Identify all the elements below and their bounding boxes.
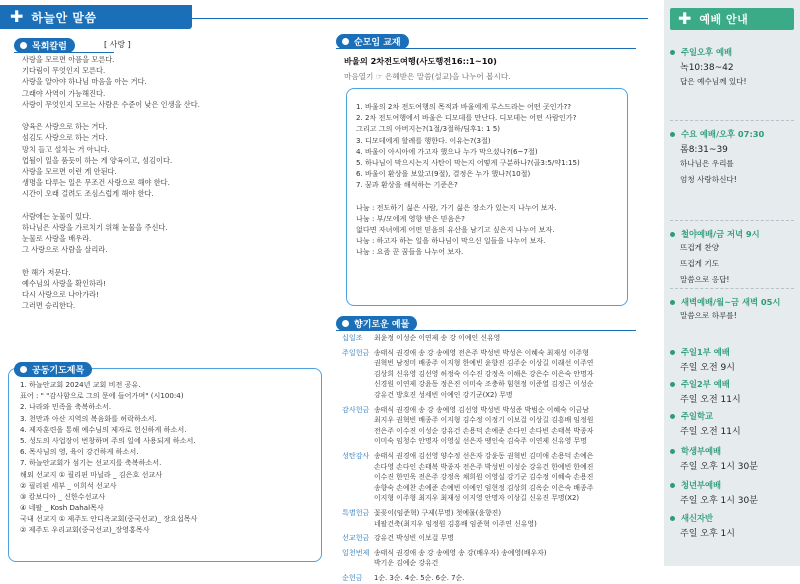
meditation-tag-line	[14, 52, 114, 53]
header-rule	[192, 18, 648, 19]
offering-name-line: 손다영 손다인 손태복 박종자 전은주 박성빈 이성순 강유건 한예빈 한예진	[374, 462, 594, 471]
schedule-item-detail: 녹10:38~42	[680, 63, 734, 73]
schedule-item-detail: 주일 오후 1시 30분	[680, 496, 758, 506]
group-question-line: 나눔 : 전도하기 싫은 사람, 가기 싫은 장소가 있는지 나누어 보자.	[356, 202, 557, 212]
offering-name-line: 강유건 박성빈 이보걸 무명	[374, 534, 454, 543]
tag-dot-icon	[20, 42, 27, 49]
group-question-line: 없다면 자녀에게 어떤 믿음의 유산을 남기고 싶은지 나누어 보자.	[356, 225, 555, 235]
schedule-item-title	[670, 46, 732, 58]
plus-icon: ✚	[10, 7, 24, 26]
schedule-item-title	[670, 296, 780, 308]
schedule-item-title	[670, 378, 730, 390]
group-intro: 마음열기 ☞ 은혜받은 말씀(설교)을 나누어 봅시다.	[344, 72, 511, 81]
prayer-line: 4. 제자훈련을 통해 예수님의 제자로 헌신하게 하소서.	[20, 424, 187, 434]
meditation-line: 사람에는 눈물이 있다.	[22, 211, 92, 221]
tag-dot-icon	[342, 320, 349, 327]
prayer-line: 7. 하늘안교회가 섬기는 선교지를 축복하소서.	[20, 458, 162, 468]
meditation-line: 사랑을 알아야 하나님 마음을 아는 거다.	[22, 77, 147, 87]
schedule-item-title	[670, 410, 713, 422]
offering-names	[374, 573, 464, 584]
offering-name-line: 송태식 권경애 송 강 송예영 송 강(배우자) 송예영(배우자)	[374, 548, 547, 557]
prayer-line: ④ 네팔 _ Kosh Dahal목사	[20, 503, 104, 513]
bullet-icon	[670, 449, 675, 454]
offering-label: 주일헌금	[342, 347, 370, 357]
offerings-tag-line	[336, 330, 636, 331]
schedule-divider	[670, 288, 794, 289]
main-header-title: 하늘안 말씀	[31, 10, 97, 25]
schedule-item-detail: 주일 오전 9시	[680, 363, 735, 373]
group-question-line: 7. 꿈과 환상을 해석하는 기준은?	[356, 180, 458, 190]
schedule-item-detail: 답은 예수님께 있다!	[680, 77, 747, 86]
prayer-tag	[14, 362, 92, 377]
schedule-item-detail: 뜨겁게 찬양	[680, 243, 720, 252]
offering-name-line: 김상희 신유영 김선영 허정숙 이수진 강정옥 이해은 강은수 이은숙 안명자	[374, 369, 594, 378]
prayer-line: 6. 목사님의 영, 육이 강건하게 하소서.	[20, 447, 139, 457]
schedule-item-label: 학생부예배	[681, 446, 722, 456]
offering-name-line: 전은주 이수진 이성순 강유건 손용덕 손예준 손다인 손다빈 손태복 박종자	[374, 426, 594, 435]
meditation-line	[22, 110, 200, 121]
schedule-item-label: 새벽예배/월~금 새벽 05시	[681, 297, 781, 307]
schedule-item-title	[670, 128, 764, 140]
offering-label: 감사헌금	[342, 404, 370, 414]
prayer-tag-label: 공동기도제목	[32, 366, 85, 376]
group-tag-line	[336, 48, 636, 49]
schedule-divider	[670, 120, 794, 121]
prayer-line: 표어 : " "감사함으로 그의 문에 들어가며" (시100:4)	[20, 391, 184, 401]
meditation-tag	[14, 38, 75, 53]
bullet-icon	[670, 483, 675, 488]
schedule-item-label: 주일학교	[681, 411, 714, 421]
offering-names	[374, 533, 454, 544]
offering-names	[374, 548, 547, 569]
group-question-line: 3. 디모데에게 할례를 행한다. 이유는?(3절)	[356, 135, 491, 145]
schedule-item-detail: 주일 오후 1시 30분	[680, 462, 758, 472]
offering-name-line: 꽃꽂이(임준혁) 구제(무명) 첫예물(윤향진)	[374, 509, 502, 517]
group-question-line: 나눔 : 하고자 하는 일을 하나님이 막으신 일들을 나누어 보자.	[356, 236, 546, 246]
schedule-item-title	[670, 228, 760, 240]
group-question-line: 4. 바울이 아시아에 가고자 했으나 누가 막으셨나?(6~7절)	[356, 146, 538, 156]
offering-name-line: 이지형 이주형 최지우 최재성 이지영 안명자 이상길 신유진 무명(X2)	[374, 494, 580, 503]
offering-name-line: 송태식 권경애 김선영 양수정 선은자 강윤동 권혁빈 김미애 손용덕 손예은	[374, 452, 594, 460]
offering-name-line: 최지우 권혁빈 배종주 이지형 김수정 이정기 이보걸 이상길 김흥배 임정원	[374, 416, 594, 425]
meditation-line: 다시 사랑으로 나아가라!	[22, 289, 99, 299]
meditation-line: 사랑을 모르면 아픔을 모른다.	[22, 55, 115, 64]
meditation-line: 눈물로 사랑을 배우라.	[22, 234, 92, 243]
offering-name-line: 신경원 이연제 강윤동 정은진 이미숙 조충하 힘현정 이준열 김정근 이성순	[374, 380, 594, 389]
offering-label: 일천번제	[342, 547, 370, 557]
bullet-icon	[670, 300, 675, 305]
offering-label: 순헌금	[342, 573, 363, 582]
prayer-line: 1. 하늘안교회 2024년 교회 비전 공유.	[20, 380, 141, 389]
group-question-line: 5. 하나님이 막으시는지 사탄이 막는지 어떻게 구분하나?(골3:5/약1:15)	[356, 157, 580, 167]
prayer-line: 2. 나라와 민족을 축복하소서.	[20, 402, 112, 412]
meditation-line: 업될이 일을 품듯이 하는 게 양육이고, 섬김이다.	[22, 155, 173, 165]
schedule-item-detail: 주일 오전 11시	[680, 395, 741, 405]
offering-name-line: 네팔건축(최지우 임정원 김흥배 임준혁 이주연 신유영)	[374, 519, 537, 528]
meditation-line: 시간이 오래 걸려도 조심스럽게 해야 한다.	[22, 189, 154, 199]
meditation-line: 기다림이 무엇인지 모른다.	[22, 66, 106, 76]
offering-name-line: 송태식 권경애 송 강 송예영 전은주 박성빈 박성은 이혜숙 최재성 이주형	[374, 348, 589, 357]
offering-names	[374, 508, 537, 529]
meditation-line: 그래야 사역이 가능해진다.	[22, 88, 106, 98]
prayer-line: 해외 선교지 ① 필리핀 마닐라 _ 김은호 선교사	[20, 469, 163, 479]
offering-name-line: 강유건 방호진 성세빈 이예인 강기군(X2) 무명	[374, 390, 513, 399]
tag-dot-icon	[20, 366, 27, 373]
meditation-line: 망치 들고 설치는 거 아니다.	[22, 144, 110, 154]
offering-names	[374, 405, 593, 447]
meditation-line: 그러면 승리한다.	[22, 301, 76, 311]
offering-name-line: 송태식 권경애 송 강 송예영 김선영 박성빈 박성준 박범순 이혜숙 이금남	[374, 405, 589, 414]
meditation-line: 예수님의 사랑을 확인하라!	[22, 278, 106, 288]
prayer-line: 5. 성도의 사업장이 번창하며 주의 일에 사용되게 하소서.	[20, 435, 196, 445]
schedule-item-detail: 주일 오전 11시	[680, 427, 741, 437]
schedule-item-label: 주일1부 예배	[681, 347, 730, 357]
meditation-line: 하나님은 사랑을 가르치기 위해 눈물을 주신다.	[22, 222, 168, 232]
group-question-line	[356, 190, 580, 201]
prayer-body	[20, 380, 197, 537]
prayer-line: 국내 선교지 ① 제주도 안디옥교회(중국선교)_ 장요섭목사	[20, 514, 198, 524]
schedule-item-title	[670, 445, 721, 457]
prayer-line: 3. 천만과 아산 지역의 복음화를 허락하소서.	[20, 413, 157, 423]
meditation-line: 그 사랑으로 사람을 살리라.	[22, 245, 108, 255]
offering-name-line: 이수진 한민욱 전은주 강정옥 채희원 이영실 강기군 김수정 이혜숙 손용진	[374, 473, 594, 482]
schedule-item-label: 새신자반	[681, 513, 714, 523]
schedule-item-label: 철야예배/금 저녁 9시	[681, 229, 760, 239]
group-question-line: 1. 바울의 2차 전도여행의 목적과 바울에게 루스드라는 어떤 곳인가??	[356, 102, 572, 111]
schedule-item-label: 주일오후 예배	[681, 47, 732, 57]
group-question-line: 6. 바울이 환상을 보았고(9절), 결정은 누가 했나?(10절)	[356, 169, 531, 179]
schedule-item-label: 청년부예배	[681, 480, 722, 490]
bullet-icon	[670, 132, 675, 137]
schedule-item-detail: 엄청 사랑하신다!	[680, 175, 737, 184]
meditation-body	[22, 54, 200, 311]
prayer-line: ③ 캄보디아 _ 신한수선교사	[20, 491, 106, 501]
offering-name-line: 최윤정 이성순 이연제 송 강 이예인 신유영	[374, 334, 501, 342]
meditation-subtitle: [ 사랑 ]	[104, 40, 131, 49]
meditation-line: 생명을 다루는 일은 무조건 사랑으로 해야 한다.	[22, 178, 170, 188]
offering-name-line: 박기운 김예순 강유건	[374, 559, 439, 568]
schedule-item-label: 주일2부 예배	[681, 379, 730, 389]
offering-name-line: 1순. 3순. 4순. 5순. 6순. 7순.	[374, 574, 465, 582]
group-tag	[336, 34, 409, 49]
schedule-item-detail: 주일 오후 1시	[680, 529, 735, 539]
meditation-line: 양육은 사랑으로 하는 거다.	[22, 122, 108, 132]
schedule-item-detail: 롬8:31~39	[680, 145, 728, 155]
offering-name-line: 이미숙 임청수 안명자 이영실 선은자 땡인숙 김숙주 이연제 신유영 무명	[374, 437, 587, 446]
prayer-line: ② 제주도 우리교회(중국선교)_장영홍목사	[20, 525, 150, 535]
schedule-item-detail: 말씀으로 응답!	[680, 275, 730, 284]
offering-label: 선교헌금	[342, 533, 370, 543]
bullet-icon	[670, 232, 675, 237]
offering-names	[374, 333, 500, 344]
offering-label: 성탄감사	[342, 451, 370, 460]
meditation-line: 한 해가 저문다.	[22, 267, 71, 277]
offering-names	[374, 348, 593, 401]
offerings-tag-label: 향기로운 예물	[354, 320, 410, 330]
schedule-item-title	[670, 479, 721, 491]
meditation-line	[22, 255, 200, 266]
group-questions	[356, 100, 580, 257]
schedule-item-label: 수요 예배/오후 07:30	[681, 129, 765, 139]
group-question-line: 나눔 : 요즘 꾼 꿈들을 나누어 보자.	[356, 247, 464, 257]
offering-names	[374, 451, 593, 504]
meditation-line: 사랑을 모르면 이런 게 안된다.	[22, 166, 117, 176]
bullet-icon	[670, 50, 675, 55]
schedule-header-title: 예배 안내	[699, 13, 749, 26]
meditation-line	[22, 199, 200, 210]
plus-icon: ✚	[678, 9, 692, 28]
offering-label: 십일조	[342, 333, 363, 342]
schedule-item-title	[670, 512, 713, 524]
main-header	[0, 5, 192, 29]
meditation-line: 섬김도 사랑으로 하는 거다.	[22, 133, 108, 143]
group-tag-label: 순모임 교재	[354, 38, 401, 48]
bullet-icon	[670, 414, 675, 419]
offering-name-line: 권혁빈 남정미 배종주 이지형 한예빈 윤향진 김주순 이상길 이래선 이주연	[374, 359, 594, 368]
schedule-item-detail: 말씀으로 하루를!	[680, 311, 737, 320]
group-question-line: 2. 2차 전도여행에서 바울은 디모데를 만난다. 디모데는 어떤 사람인가?	[356, 113, 577, 123]
schedule-divider	[670, 220, 794, 221]
group-question-line: 나눔 : 부/모에게 영향 받은 믿음은?	[356, 213, 465, 223]
group-question-line: 그리고 그의 아버지는?(1절/3절하/딤후1: 1 5)	[356, 124, 500, 134]
offering-name-line: 송향숙 손예찬 손예준 손예빈 이예인 임현정 김상희 김옥순 이은숙 배종주	[374, 483, 594, 492]
schedule-header	[670, 8, 794, 30]
schedule-item-title	[670, 346, 730, 358]
bullet-icon	[670, 382, 675, 387]
tag-dot-icon	[342, 38, 349, 45]
bullet-icon	[670, 350, 675, 355]
meditation-tag-label: 목회칼럼	[32, 42, 67, 52]
group-title: 바울의 2차전도여행(사도행전16::1~10)	[344, 56, 497, 66]
offering-label: 특별헌금	[342, 508, 370, 517]
meditation-line: 사랑이 무엇인지 모르는 사람은 수준이 낮은 인생을 산다.	[22, 99, 200, 109]
prayer-line: ② 필리핀 세부 _ 이희석 선교사	[20, 480, 117, 490]
offerings-tag	[336, 316, 417, 331]
bullet-icon	[670, 516, 675, 521]
schedule-item-detail: 뜨겁게 기도	[680, 259, 720, 268]
schedule-item-detail: 하나님은 우리를	[680, 159, 734, 168]
